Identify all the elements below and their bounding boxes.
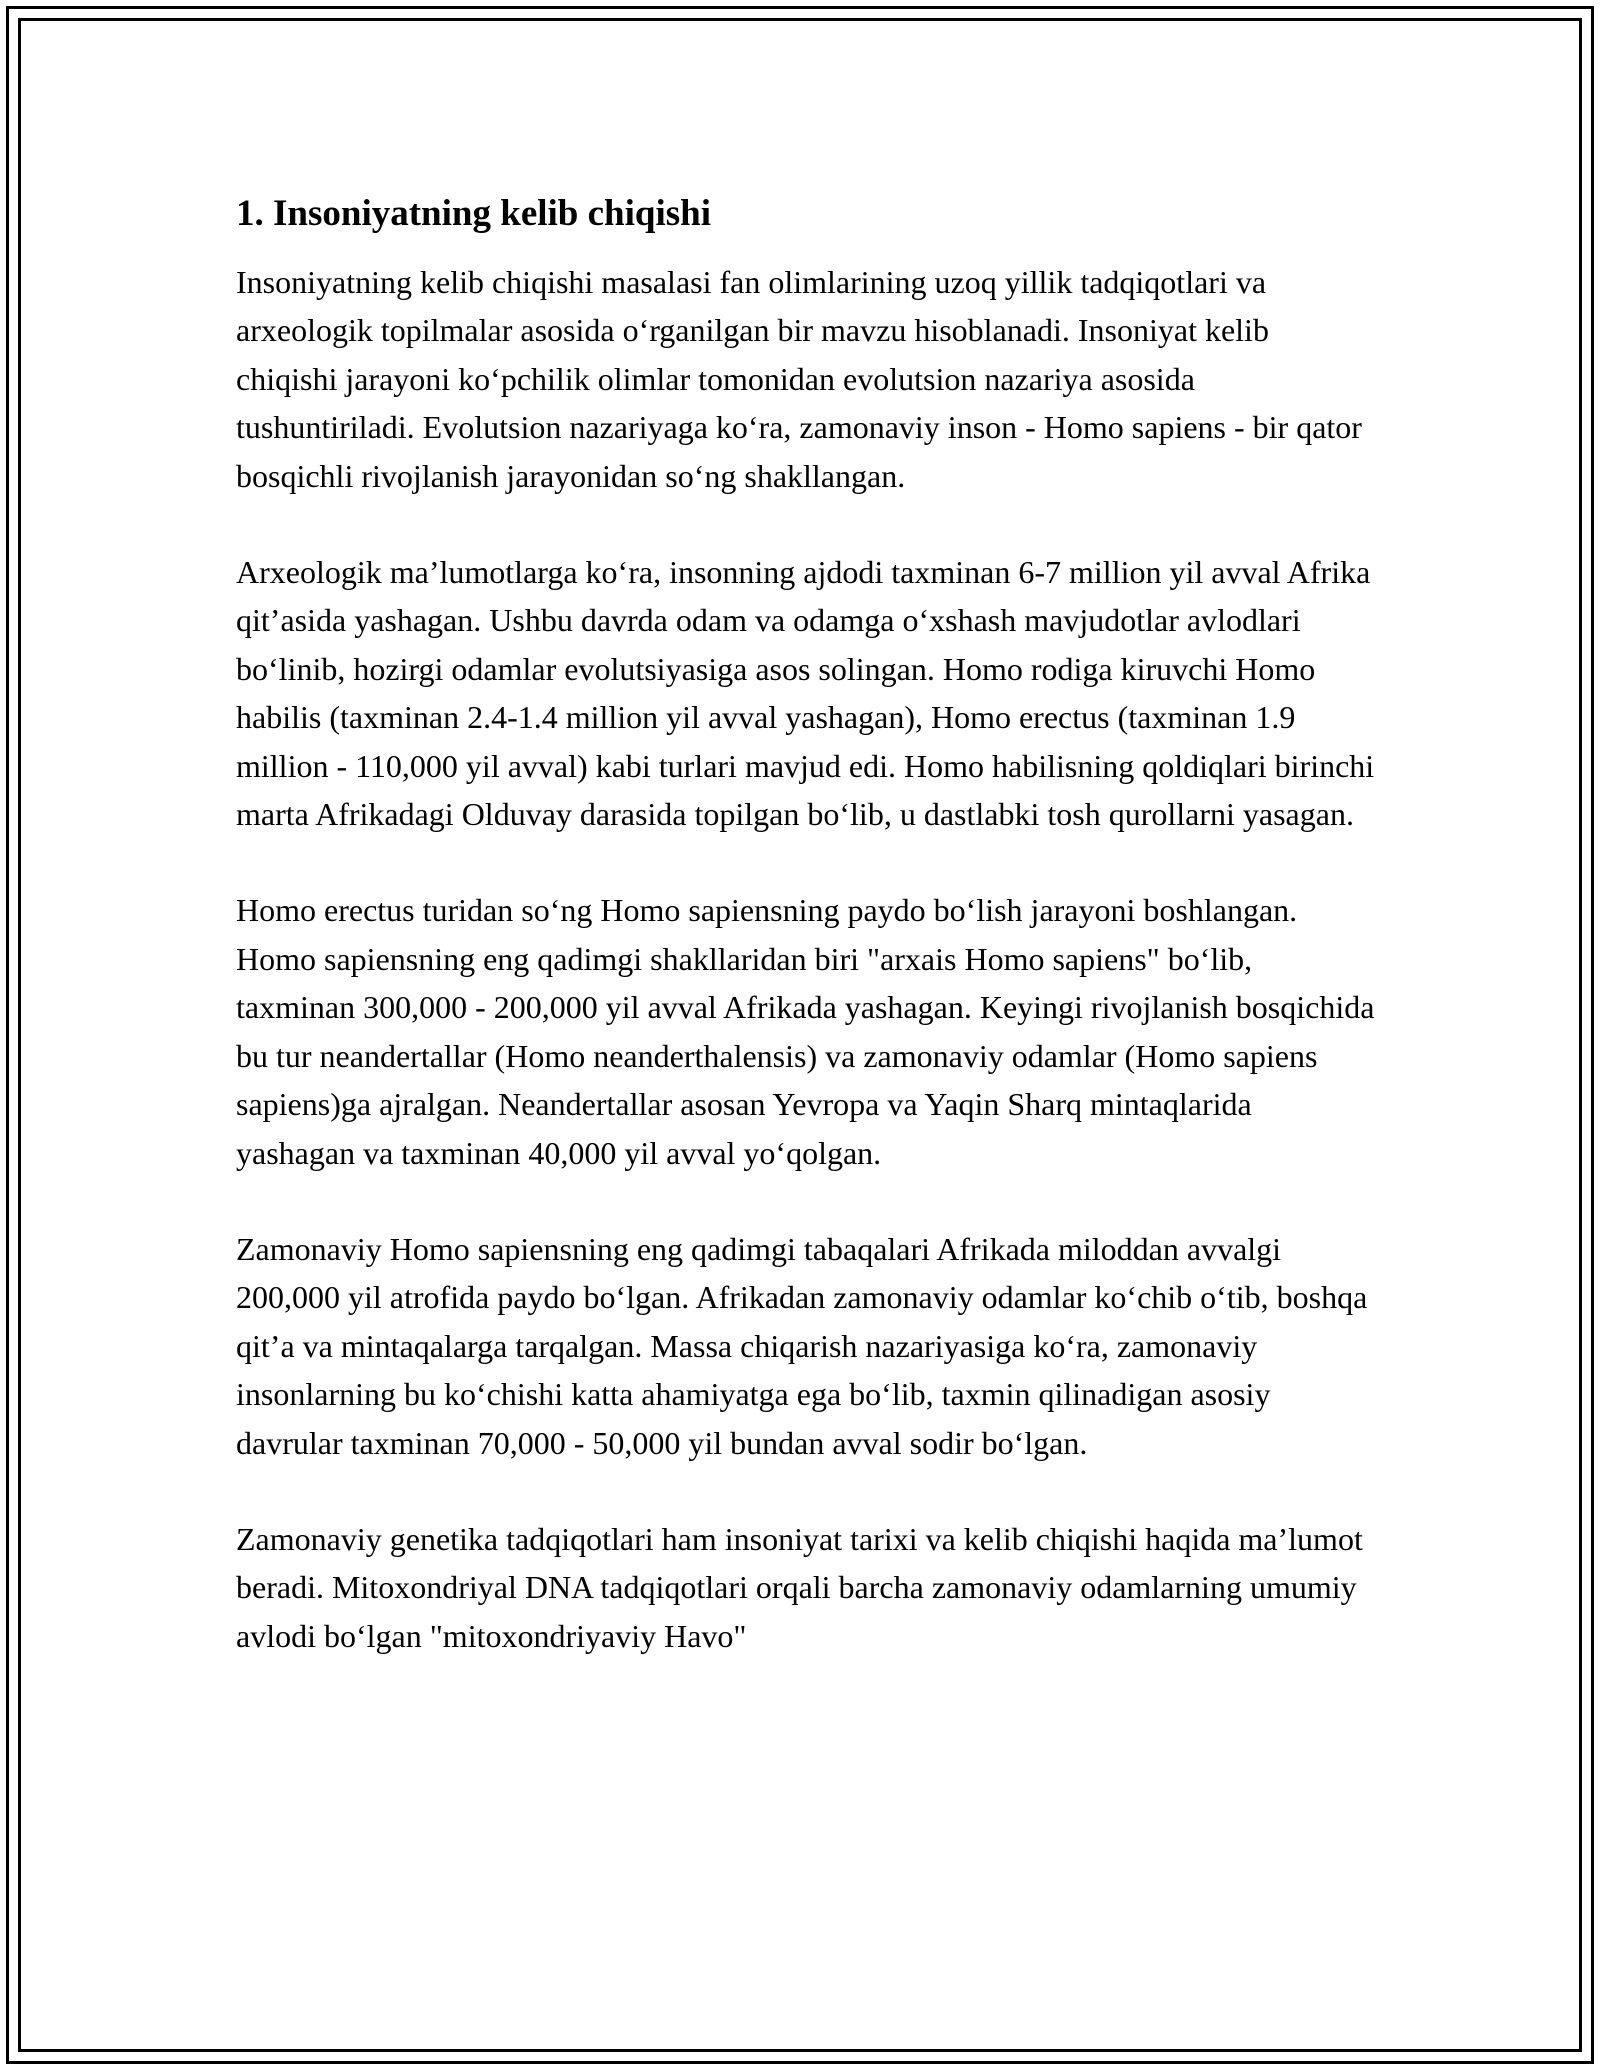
paragraph-5: Zamonaviy genetika tadqiqotlari ham insoniyat tarixi va kelib chiqishi haqida maʼlumot beradi. Mitoxondriyal DNA tadqiqotlari orqali barcha zamonaviy odamlarning umumiy avlodi boʻlgan "mitoxondriyaviy Havo" bbox=[236, 1520, 1363, 1654]
paragraph-3: Homo erectus turidan soʻng Homo sapiensning paydo boʻlish jarayoni boshlangan. Homo sapiensning eng qadimgi shakllaridan biri "arxais Homo sapiens" boʻlib, taxminan 300,000 - 200,000 yil avval Afrikada yashagan. Keyingi rivojlanish bosqichida bu tur neandertallar (Homo neanderthalensis) va zamonaviy odamlar (Homo sapiens sapiens)ga ajralgan. Neandertallar asosan Yevropa va Yaqin Sharq mintaqlarida yashagan va taxminan 40,000 yil avval yoʻqolgan. bbox=[236, 892, 1375, 1171]
paragraph-4: Zamonaviy Homo sapiensning eng qadimgi tabaqalari Afrikada miloddan avvalgi 200,000 yil atrofida paydo boʻlgan. Afrikadan zamonaviy odamlar koʻchib oʻtib, boshqa qitʼa va mintaqalarga tarqalgan. Massa chiqarish nazariyasiga koʻra, zamonaviy insonlarning bu koʻchishi katta ahamiyatga ega boʻlib, taxmin qilinadigan asosiy davrular taxminan 70,000 - 50,000 yil bundan avval sodir boʻlgan. bbox=[236, 1230, 1368, 1461]
section-heading: 1. Insoniyatning kelib chiqishi bbox=[236, 193, 712, 234]
paragraph-1: Insoniyatning kelib chiqishi masalasi fan olimlarining uzoq yillik tadqiqotlari va arxeologik topilmalar asosida oʻrganilgan bir mavzu hisoblanadi. Insoniyat kelib chiqishi jarayoni koʻpchilik olimlar tomonidan evolutsion nazariya asosida tushuntiriladi. Evolutsion nazariyaga koʻra, zamonaviy inson - Homo sapiens - bir qator bosqichli rivojlanish jarayonidan soʻng shakllangan. bbox=[236, 264, 1362, 494]
document-body bbox=[236, 188, 1376, 1708]
paragraph-2: Arxeologik maʼlumotlarga koʻra, insonning ajdodi taxminan 6-7 million yil avval Afrika qitʼasida yashagan. Ushbu davrda odam va odamga oʻxshash mavjudotlar avlodlari boʻlinib, hozirgi odamlar evolutsiyasiga asos solingan. Homo rodiga kiruvchi Homo habilis (taxminan 2.4-1.4 million yil avval yashagan), Homo erectus (taxminan 1.9 million - 110,000 yil avval) kabi turlari mavjud edi. Homo habilisning qoldiqlari birinchi marta Afrikadagi Olduvay darasida topilgan boʻlib, u dastlabki tosh qurollarni yasagan. bbox=[236, 554, 1375, 833]
